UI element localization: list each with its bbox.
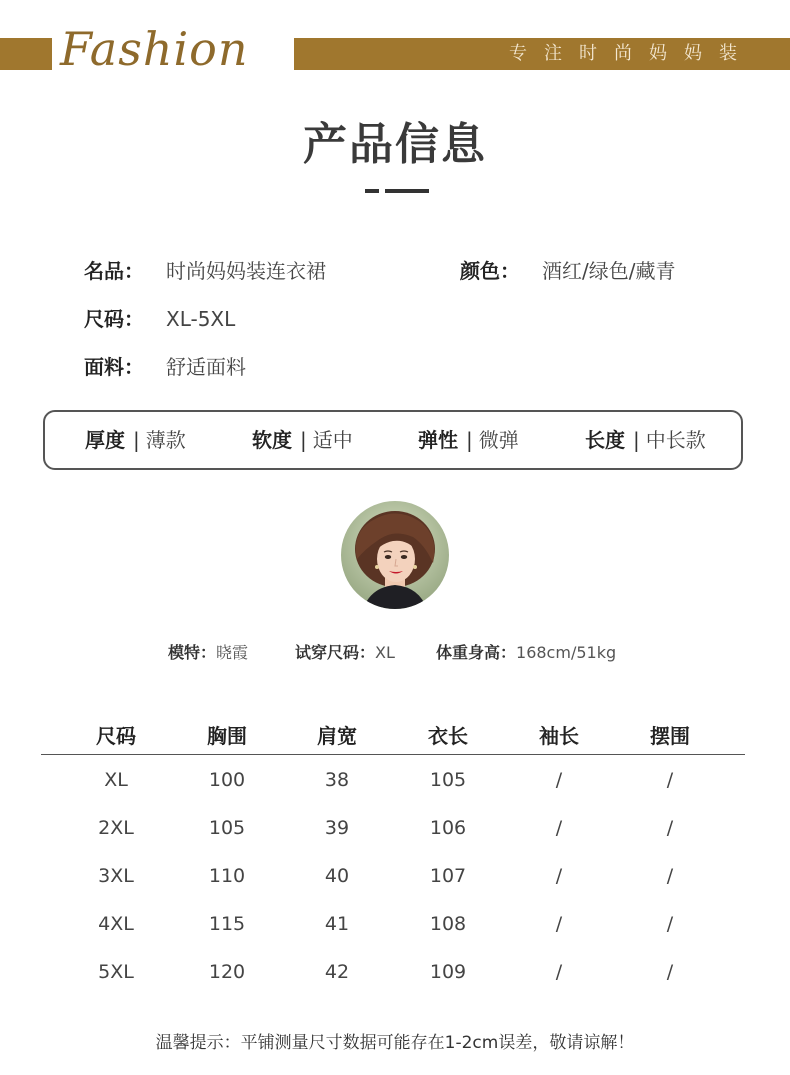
table-cell: 100 [208, 769, 246, 791]
header-band-left [0, 38, 52, 70]
table-cell: / [555, 865, 563, 887]
model-value: XL [375, 643, 395, 662]
attribute-thickness: 厚度 | 薄款 [85, 428, 186, 452]
attribute-label: 软度 [252, 428, 292, 452]
model-portrait-image [341, 501, 449, 609]
title-underline-long [385, 189, 429, 193]
model-trial-size [295, 640, 395, 666]
title-underline-short [365, 189, 379, 193]
table-cell: / [666, 769, 674, 791]
brand-logo-text: Fashion [60, 22, 249, 76]
table-header-shoulder: 肩宽 [317, 724, 357, 748]
model-name [168, 640, 248, 666]
table-cell: 110 [208, 865, 246, 887]
table-cell: 5XL [98, 961, 134, 983]
header-tagline: 专注时尚妈妈装 [509, 43, 754, 64]
info-value: 时尚妈妈装连衣裙 [166, 259, 326, 283]
page-title: 产品信息 [303, 119, 487, 170]
table-cell: / [555, 769, 563, 791]
attribute-label: 弹性 [418, 428, 458, 452]
table-cell: XL [104, 769, 128, 791]
table-cell: 2XL [98, 817, 134, 839]
table-header-sleeve: 袖长 [539, 724, 579, 748]
table-cell: / [666, 913, 674, 935]
table-cell: 40 [324, 865, 350, 887]
table-cell: 39 [324, 817, 350, 839]
model-value: 晓霞 [216, 643, 249, 662]
table-header-divider [41, 754, 745, 755]
table-cell: 105 [208, 817, 246, 839]
info-label: 面料： [84, 355, 144, 379]
info-row-size [84, 305, 235, 333]
table-cell: 120 [208, 961, 246, 983]
model-avatar [341, 501, 449, 609]
attribute-length: 长度 | 中长款 [585, 428, 706, 452]
table-cell: 42 [324, 961, 350, 983]
model-weight-height [436, 640, 616, 666]
table-cell: 115 [208, 913, 246, 935]
table-cell: / [555, 817, 563, 839]
table-cell: / [666, 865, 674, 887]
table-cell: 105 [429, 769, 467, 791]
model-label: 模特： [168, 643, 217, 662]
table-header-hem: 摆围 [650, 724, 690, 748]
table-header-chest: 胸围 [207, 724, 247, 748]
model-value: 168cm/51kg [516, 643, 617, 662]
table-cell: 41 [324, 913, 350, 935]
info-label: 尺码： [84, 307, 144, 331]
info-value: 舒适面料 [166, 355, 246, 379]
info-row-color [460, 257, 675, 285]
attributes-box [43, 410, 743, 470]
info-label: 名品： [84, 259, 144, 283]
attribute-elasticity: 弹性 | 微弹 [418, 428, 519, 452]
model-label: 试穿尺码： [295, 643, 376, 662]
table-cell: 4XL [98, 913, 134, 935]
table-cell: / [666, 817, 674, 839]
table-cell: / [555, 961, 563, 983]
info-label: 颜色： [460, 259, 520, 283]
attribute-value: 适中 [312, 428, 353, 452]
info-row-name [84, 257, 326, 285]
attribute-softness: 软度 | 适中 [252, 428, 353, 452]
table-header-size: 尺码 [96, 724, 136, 748]
table-cell: 108 [429, 913, 467, 935]
info-row-fabric [84, 353, 246, 381]
table-cell: / [666, 961, 674, 983]
info-value: XL-5XL [166, 307, 236, 331]
measurement-disclaimer: 温馨提示：平铺测量尺寸数据可能存在1-2cm误差，敬请谅解！ [155, 1033, 635, 1053]
model-label: 体重身高： [436, 643, 517, 662]
table-cell: 107 [429, 865, 467, 887]
attribute-value: 中长款 [645, 428, 706, 452]
table-header-length: 衣长 [428, 724, 468, 748]
attribute-label: 厚度 [85, 428, 125, 452]
attribute-label: 长度 [585, 428, 625, 452]
info-value: 酒红/绿色/藏青 [542, 259, 676, 283]
table-cell: 106 [429, 817, 467, 839]
table-cell: 109 [429, 961, 467, 983]
attribute-value: 薄款 [145, 428, 186, 452]
table-cell: 38 [324, 769, 350, 791]
table-cell: / [555, 913, 563, 935]
attribute-value: 微弹 [478, 428, 519, 452]
table-cell: 3XL [98, 865, 134, 887]
